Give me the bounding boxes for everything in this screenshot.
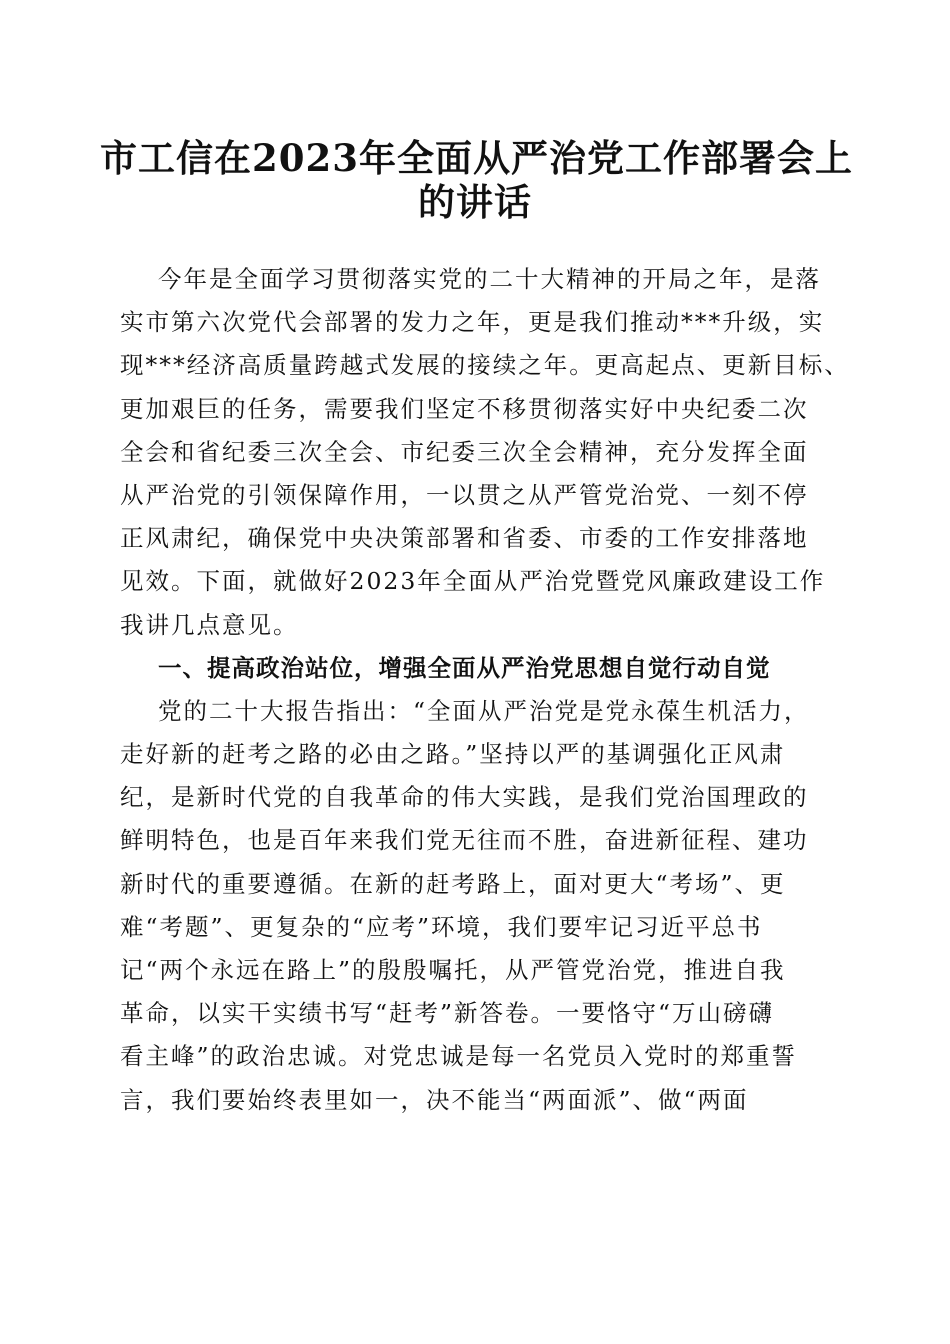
paragraph-line: 全会和省纪委三次全会、市纪委三次全会精神，充分发挥全面 [120, 437, 809, 466]
paragraph-line: 更加艰巨的任务，需要我们坚定不移贯彻落实好中央纪委二次 [120, 394, 809, 423]
paragraph-line: 纪，是新时代党的自我革命的伟大实践，是我们党治国理政的 [120, 783, 809, 812]
paragraph-line: 难“考题”、更复杂的“应考”环境，我们要牢记习近平总书 [120, 912, 763, 941]
paragraph-intro [120, 258, 850, 647]
paragraph-line: 正风肃纪，确保党中央决策部署和省委、市委的工作安排落地 [120, 524, 809, 553]
paragraph-line: 见效。下面，就做好2023年全面从严治党暨党风廉政建设工作 [120, 567, 826, 596]
paragraph-line: 记“两个永远在路上”的殷殷嘱托，从严管党治党，推进自我 [120, 956, 786, 984]
title-line-2: 的讲话 [418, 180, 532, 224]
paragraph-section1 [120, 690, 832, 1122]
paragraph-line: 实市第六次党代会部署的发力之年，更是我们推动***升级，实 [120, 308, 825, 337]
paragraph-line: 鲜明特色，也是百年来我们党无往而不胜，奋进新征程、建功 [120, 826, 809, 855]
paragraph-line: 从严治党的引领保障作用，一以贯之从严管党治党、一刻不停 [120, 480, 809, 509]
paragraph-line: 今年是全面学习贯彻落实党的二十大精神的开局之年，是落 [158, 265, 821, 293]
document-title [100, 136, 853, 224]
title-line-1: 市工信在2023年全面从严治党工作部署会上 [100, 136, 853, 180]
paragraph-line: 党的二十大报告指出：“全面从严治党是党永葆生机活力， [158, 696, 810, 725]
paragraph-line: 走好新的赶考之路的必由之路。”坚持以严的基调强化正风肃 [120, 740, 786, 769]
paragraph-line: 看主峰”的政治忠诚。对党忠诚是每一名党员入党时的郑重誓 [120, 1042, 798, 1071]
paragraph-line: 我讲几点意见。 [120, 610, 299, 639]
paragraph-line: 新时代的重要遵循。在新的赶考路上，面对更大“考场”、更 [120, 869, 786, 898]
paragraph-line: 言，我们要始终表里如一，决不能当“两面派”、做“两面 [120, 1085, 749, 1114]
paragraph-line: 现***经济高质量跨越式发展的接续之年。更高起点、更新目标、 [120, 351, 850, 380]
paragraph-line: 革命，以实干实绩书写“赶考”新答卷。一要恪守“万山磅礴 [120, 999, 775, 1028]
document-body [120, 258, 850, 1122]
section-heading: 一、提高政治站位，增强全面从严治党思想自觉行动自觉 [158, 653, 771, 682]
